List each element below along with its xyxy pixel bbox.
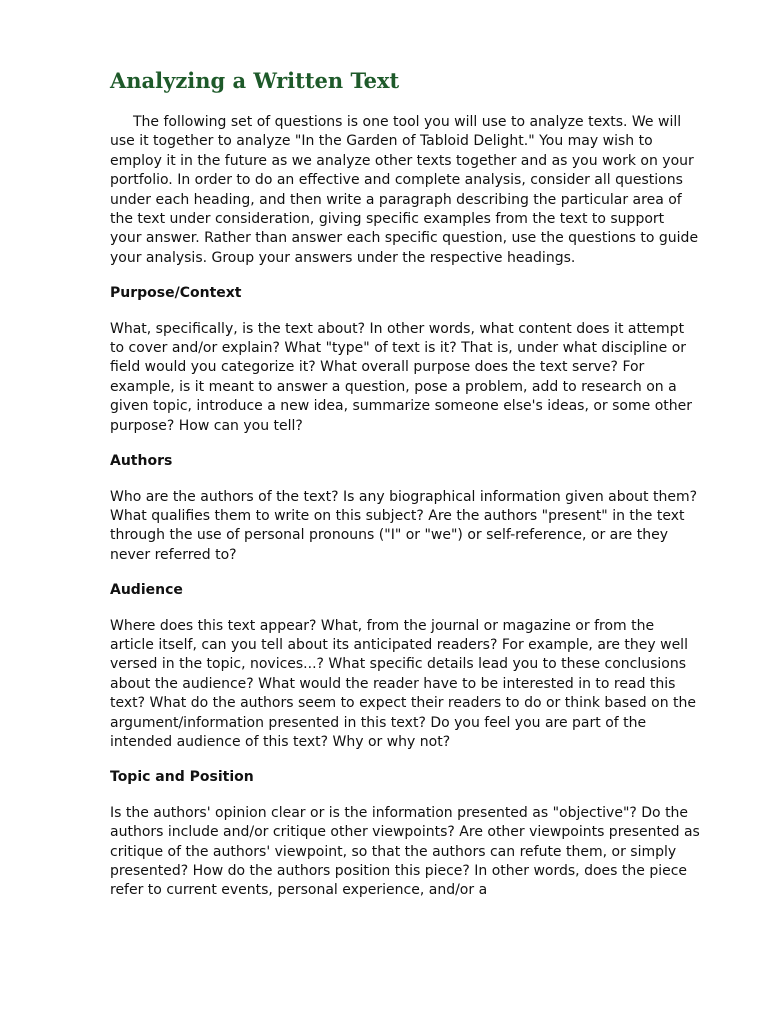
section-text-authors: Who are the authors of the text? Is any biographical information given about them? What qualifies them to write on this subject? Are the authors "present" in the text through the use of personal pronouns ("I" or "we") or self-reference, or are they never referred to? xyxy=(110,488,698,563)
section-heading-topic-position: Topic and Position xyxy=(110,769,254,786)
intro-paragraph: The following set of questions is one tool you will use to analyze texts. We will use it together to analyze "In the Garden of Tabloid Delight." You may wish to employ it in the future as we analyze other texts together and as you work on your portfolio. In order to do an effective and complete analysis, consider all questions under each heading, and then write a paragraph describing the particular area of the text under consideration, giving specific examples from the text to support your answer. Rather than answer each specific question, use the questions to guide your analysis. Group your answers under the respective headings. xyxy=(110,114,699,266)
document-page xyxy=(110,66,700,917)
section-text-topic-position: Is the authors' opinion clear or is the information presented as "objective"? Do the authors include and/or critique other viewpoints? Are other viewpoints presented as critique of the authors' viewpoint, so that the authors can refute them, or simply presented? How do the authors position this piece? In other words, does the piece refer to current events, personal experience, and/or a xyxy=(110,804,700,899)
section-heading-authors: Authors xyxy=(110,453,173,470)
page-title: Analyzing a Written Text xyxy=(110,68,400,93)
section-heading-audience: Audience xyxy=(110,582,183,599)
section-text-audience: Where does this text appear? What, from the journal or magazine or from the article itself, can you tell about its anticipated readers? For example, are they well versed in the topic, novices...? What specific details lead you to these conclusions about the audience? What would the reader have to be interested in to read this text? What do the authors seem to expect their readers to do or think based on the argument/information presented in this text? Do you feel you are part of the intended audience of this text? Why or why not? xyxy=(110,617,697,750)
section-heading-purpose-context: Purpose/Context xyxy=(110,285,242,302)
section-text-purpose-context: What, specifically, is the text about? In other words, what content does it attempt to cover and/or explain? What "type" of text is it? That is, under what discipline or field would you categorize it? What overall purpose does the text serve? For example, is it meant to answer a question, pose a problem, add to research on a given topic, introduce a new idea, summarize someone else's ideas, or some other purpose? How can you tell? xyxy=(110,320,692,434)
